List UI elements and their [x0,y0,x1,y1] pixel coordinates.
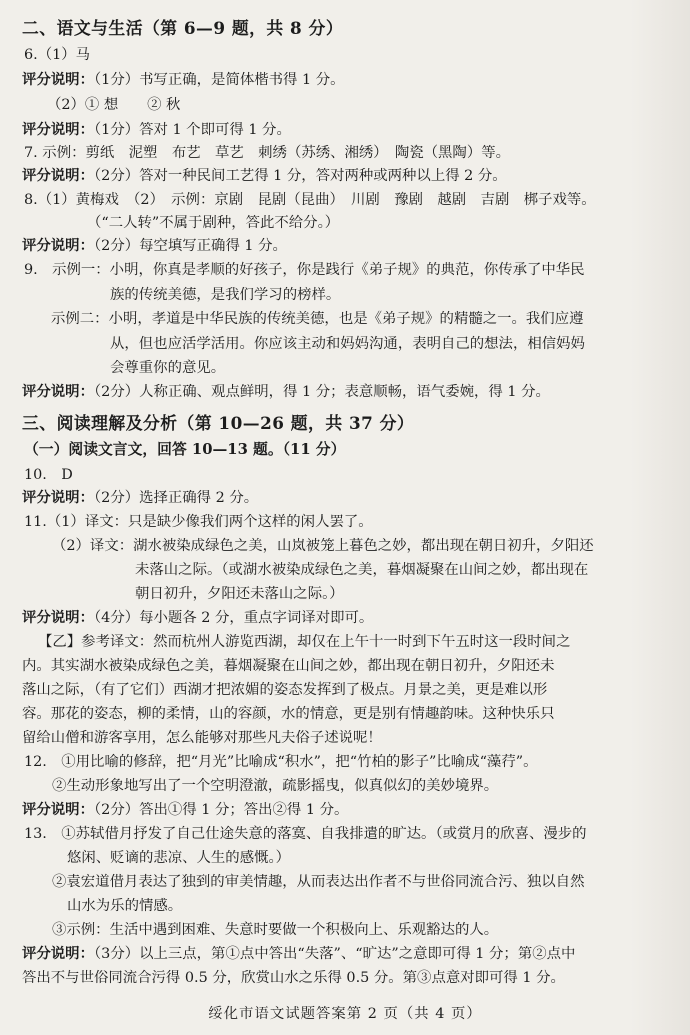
answer-line: 9. 示例一：小明，你真是孝顺的好孩子，你是践行《弟子规》的典范，你传承了中华民 [24,262,585,278]
answer-line: 7. 示例：剪纸 泥塑 布艺 草艺 刺绣（苏绣、湘绣） 陶瓷（黑陶）等。 [24,145,510,161]
subsection-heading: （一）阅读文言文，回答 10—13 题。（11 分） [24,441,346,458]
answer-line: （“二人转”不属于剧种，答此不给分。） [87,215,340,231]
scoring-note-line [22,608,373,628]
scoring-note-text: （4分）每小题各 2 分，重点字词译对即可。 [93,610,374,626]
page-footer: 绥化市语文试题答案第 2 页（共 4 页） [208,1006,482,1022]
answer-line: 会尊重你的意见。 [110,360,226,376]
answer-line: ②袁宏道借月表达了独到的审美情趣，从而表达出作者不与世俗同流合污、独以自然 [52,874,585,890]
scoring-note-text: （3分）以上三点，第①点中答出“失落”、“旷达”之意即可得 1 分；第②点中 [93,946,576,962]
scoring-note-label: 评分说明： [22,71,94,88]
answer-line: 容。那花的姿态，柳的柔情，山的容颜，水的情意，更是别有情趣韵味。这种快乐只 [22,706,555,722]
answer-line: 6.（1）马 [24,47,91,63]
scoring-note-line [22,120,291,140]
scoring-note-text: （2分）答对一种民间工艺得 1 分，答对两种或两种以上得 2 分。 [93,168,507,184]
answer-line: 从，但也应活学活用。你应该主动和妈妈沟通，表明自己的想法，相信妈妈 [110,336,585,352]
answer-line: 族的传统美德，是我们学习的榜样。 [110,287,341,303]
scoring-note-text: （2分）选择正确得 2 分。 [93,490,259,506]
answer-line: 示例二：小明，孝道是中华民族的传统美德，也是《弟子规》的精髓之一。我们应遵 [51,311,584,327]
page-edge-shadow [630,0,690,1035]
scoring-note-label: 评分说明： [22,609,94,626]
scoring-note-line [22,166,507,186]
scoring-note-label: 评分说明： [22,167,94,184]
scoring-note-line [22,944,575,964]
answer-line: 答出不与世俗同流合污得 0.5 分，欣赏山水之乐得 0.5 分。第③点意对即可得 1 分。 [22,970,565,986]
answer-line: 朝日初升，夕阳还未落山之际。） [135,586,344,602]
answer-line: 山水为乐的情感。 [67,898,183,914]
answer-line: ②生动形象地写出了一个空明澄澈，疏影摇曳，似真似幻的美妙境界。 [52,778,499,794]
scoring-note-text: （1分）答对 1 个即可得 1 分。 [93,122,291,138]
scoring-note-label: 评分说明： [22,945,94,962]
scoring-note-line [22,488,258,508]
scoring-note-line [22,70,344,90]
scoring-note-line [22,800,348,820]
scoring-note-line [22,382,550,402]
scoring-note-label: 评分说明： [22,237,94,254]
scoring-note-text: （1分）书写正确，是简体楷书得 1 分。 [93,72,345,88]
answer-line: ③示例：生活中遇到困难、失意时要做一个积极向上、乐观豁达的人。 [52,922,499,938]
scoring-note-text: （2分）人称正确、观点鲜明，得 1 分；表意顺畅，语气委婉，得 1 分。 [93,384,550,400]
answer-line: 落山之际，（有了它们）西湖才把浓媚的姿态发挥到了极点。月景之美，更是难以形 [22,682,548,698]
answer-line: 11.（1）译文：只是缺少像我们两个这样的闲人罢了。 [24,514,373,530]
scoring-note-label: 评分说明： [22,801,94,818]
answer-line: 12. ①用比喻的修辞，把“月光”比喻成“积水”，把“竹柏的影子”比喻成“藻荇”。 [24,754,538,770]
answer-line: 留给山僧和游客享用，怎么能够对那些凡夫俗子述说呢！ [22,730,382,746]
scoring-note-line [22,236,287,256]
answer-line: 10. D [24,467,73,483]
answer-line: 悠闲、贬谪的悲凉、人生的感慨。） [67,850,291,866]
answer-line: （2）译文：湖水被染成绿色之美，山岚被笼上暮色之妙，都出现在朝日初升，夕阳还 [52,538,594,554]
scoring-note-label: 评分说明： [22,383,94,400]
answer-line: 8.（1）黄梅戏 （2） 示例：京剧 昆剧（昆曲） 川剧 豫剧 越剧 吉剧 梆子戏等。 [24,192,596,208]
scoring-note-text: （2分）每空填写正确得 1 分。 [93,238,287,254]
answer-line: 【乙】参考译文：然而杭州人游览西湖，却仅在上午十一时到下午五时这一段时间之 [38,634,571,650]
scoring-note-label: 评分说明： [22,121,94,138]
answer-line: （2）① 想 ② 秋 [47,97,181,113]
answer-line: 未落山之际。（或湖水被染成绿色之美，暮烟凝聚在山间之妙，都出现在 [135,562,589,578]
section-heading: 二、语文与生活（第 6—9 题，共 8 分） [22,18,344,38]
answer-line: 13. ①苏轼借月抒发了自己仕途失意的落寞、自我排遣的旷达。（或赏月的欣喜、漫步的 [24,826,587,842]
section-heading: 三、阅读理解及分析（第 10—26 题，共 37 分） [22,413,415,433]
answer-line: 内。其实湖水被染成绿色之美，暮烟凝聚在山间之妙，都出现在朝日初升，夕阳还未 [22,658,555,674]
scoring-note-label: 评分说明： [22,489,94,506]
scoring-note-text: （2分）答出①得 1 分；答出②得 1 分。 [93,802,349,818]
